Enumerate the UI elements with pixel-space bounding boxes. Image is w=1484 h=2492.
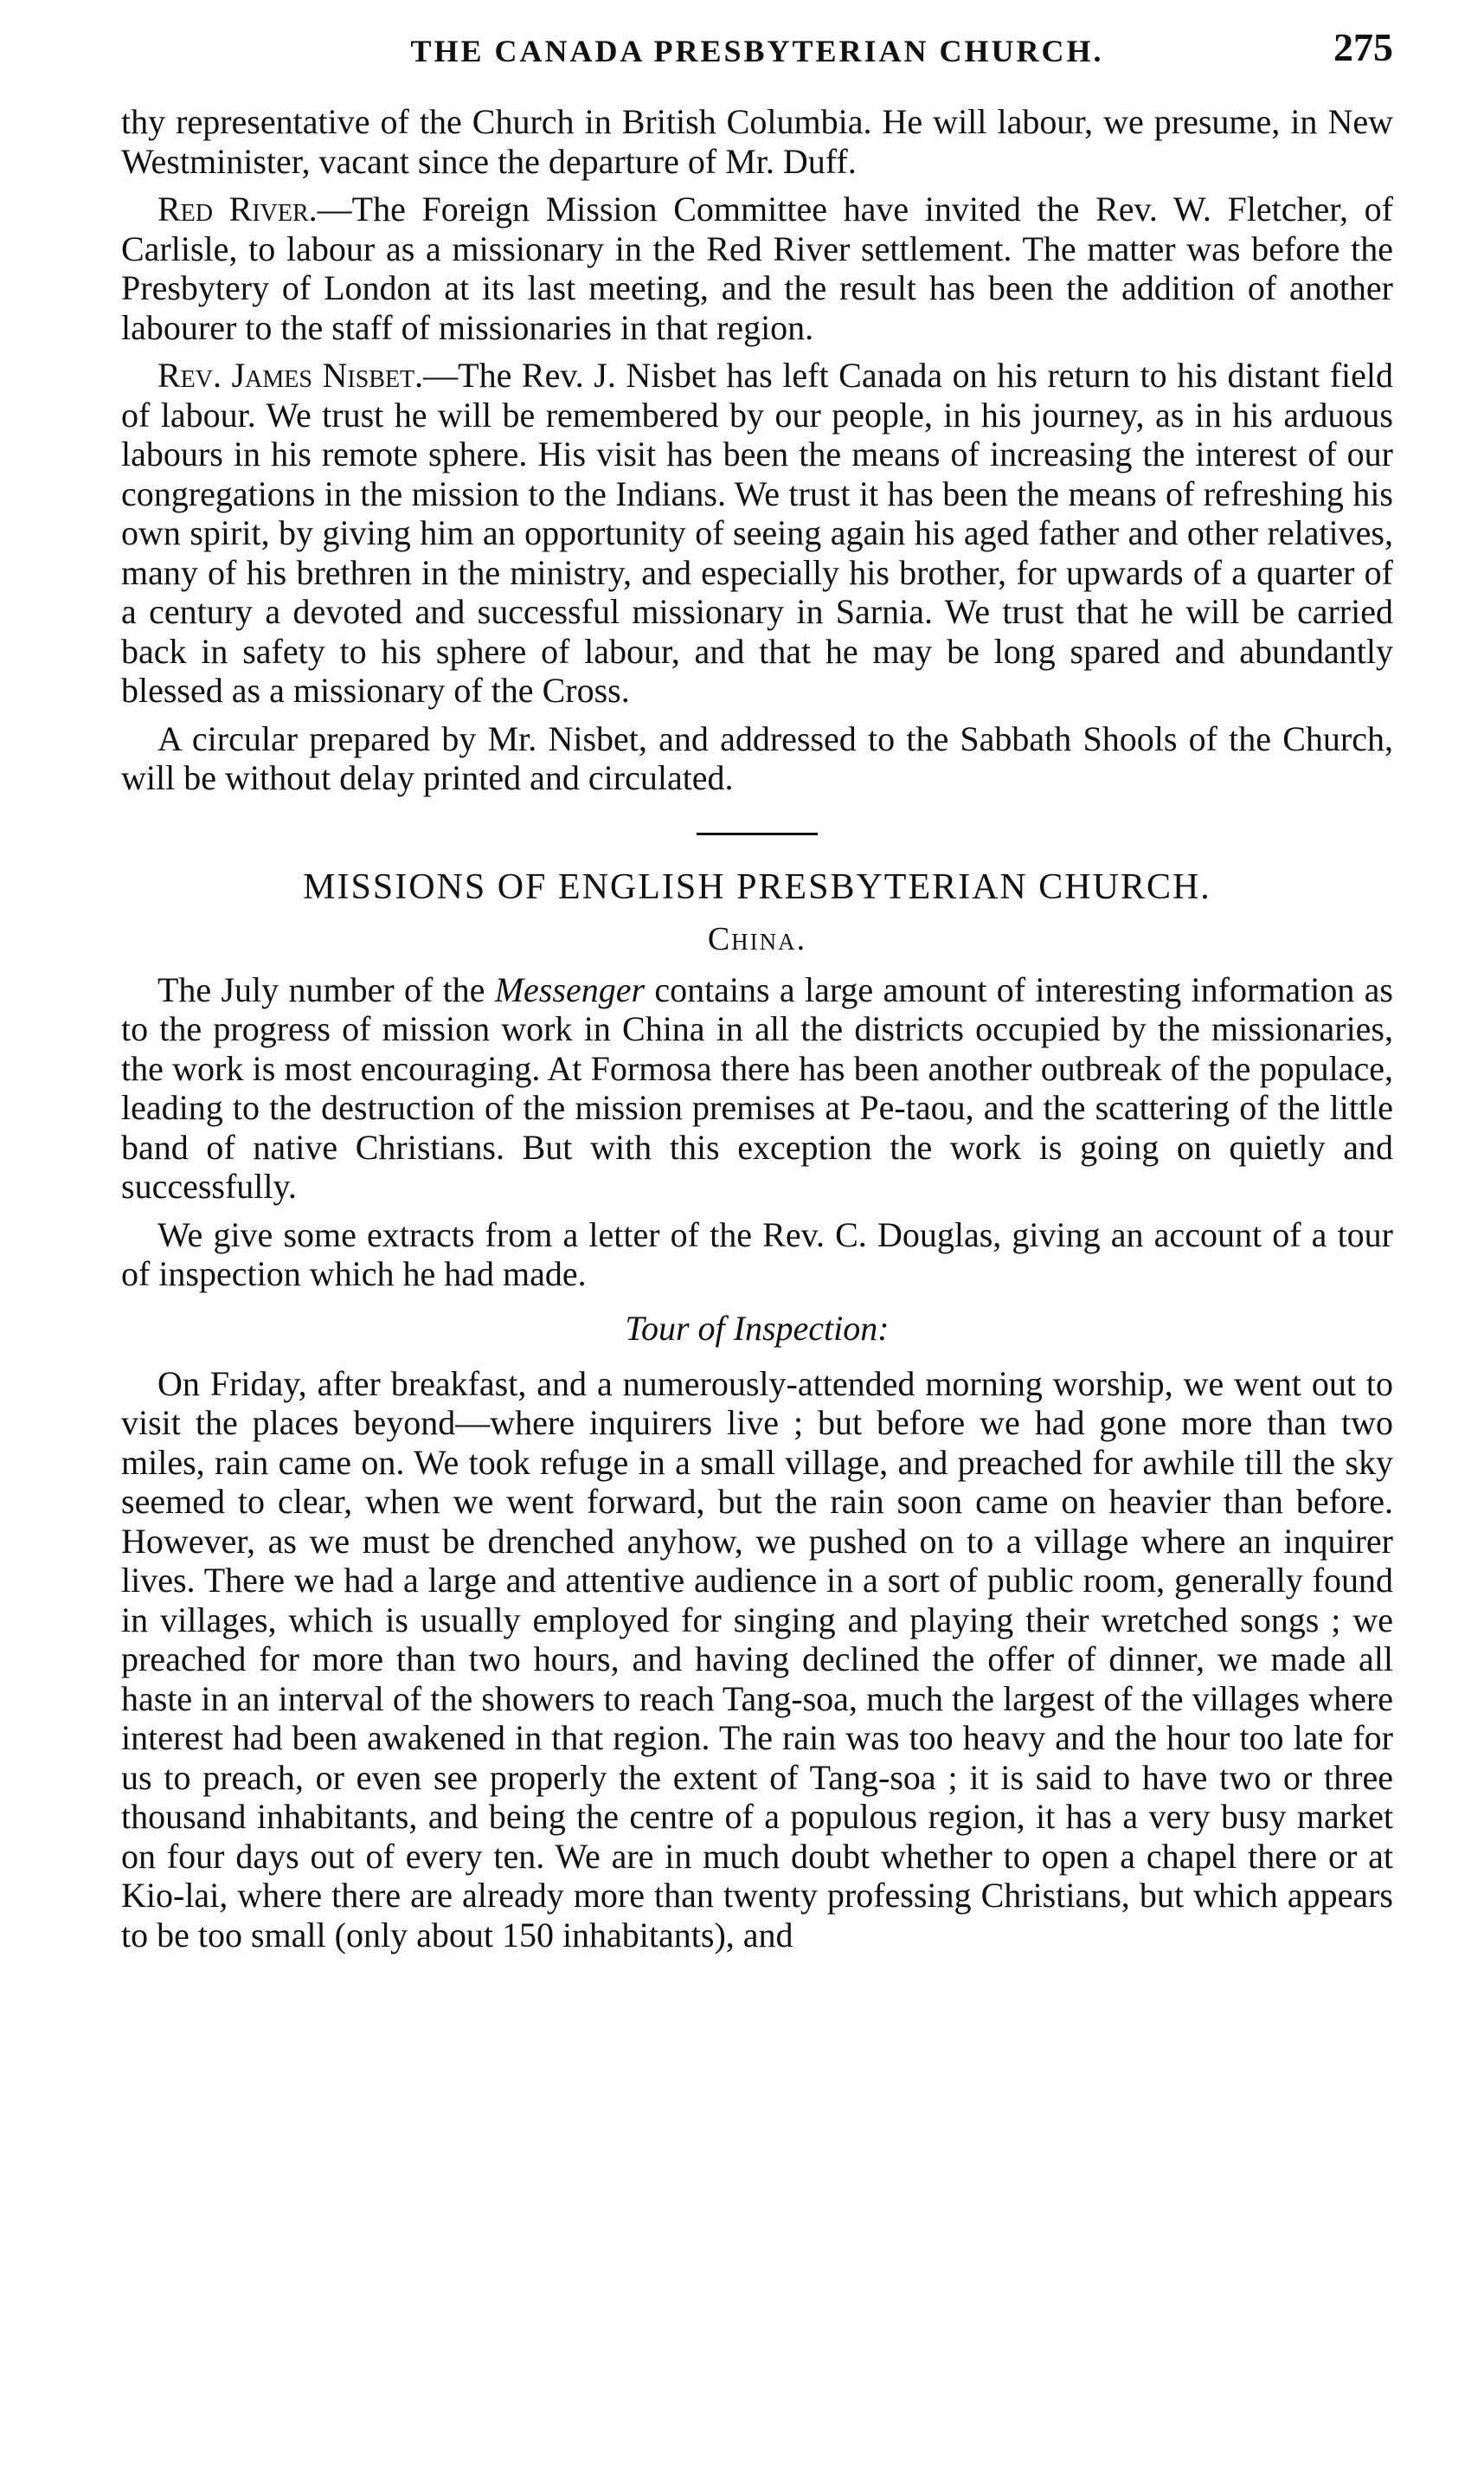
paragraph-extracts: We give some extracts from a letter of the Rev. C. Douglas, giving an account of a tour of inspection which he had made.	[121, 1214, 1393, 1293]
page-number: 275	[1333, 25, 1393, 69]
paragraph-circular: A circular prepared by Mr. Nisbet, and addressed to the Sabbath Shools of the Church, will be without delay printed and circulated.	[121, 718, 1393, 797]
paragraph-continuation: thy representative of the Church in British Columbia. He will labour, we presume, in New Westminister, vacant since the departure of Mr. Duff.	[121, 102, 1393, 181]
paragraph-text-nisbet: —The Rev. J. Nisbet has left Canada on his return to his distant field of labour. We trust he will be remembered by our people, in his journey, as in his arduous labours in his remote sphere. His visit has been the means of increasing the interest of our congregations in the mission to the Indians. We trust it has been the means of refreshing his own spirit, by giving him an opportunity of seeing again his aged father and other relatives, many of his brethren in the ministry, and especially his brother, for upwards of a quarter of a century a devoted and successful missionary in Sarnia. We trust that he will be carried back in safety to his sphere of labour, and that he may be long spared and abundantly blessed as a missionary of the Cross.	[121, 356, 1393, 710]
paragraph-messenger	[121, 970, 1393, 1207]
paragraph-tour: On Friday, after breakfast, and a numerously-attended morning worship, we went out to visit the places beyond—where inquirers live ; but before we had gone more than two miles, rain came on. We took refuge in a small village, and preached for awhile till the sky seemed to clear, when we went forward, but the rain soon came on heavier than before. However, as we must be drenched anyhow, we pushed on to a village where an inquirer lives. There we had a large and attentive audience in a sort of public room, generally found in villages, which is usually employed for singing and playing their wretched songs ; we preached for more than two hours, and having declined the offer of dinner, we made all haste in an interval of the showers to reach Tang-soa, much the largest of the villages where interest had been awakened in that region. The rain was too heavy and the hour too late for us to preach, or even see properly the extent of Tang-soa ; it is said to have two or three thousand inhabitants, and being the centre of a populous region, it has a very busy market on four days out of every ten. We are in much doubt whether to open a chapel there or at Kio-lai, where there are already more than twenty professing Christians, but which appears to be too small (only about 150 inhabitants), and	[121, 1363, 1393, 1954]
paragraph-lead-red-river: Red River.	[157, 190, 318, 229]
running-head	[121, 24, 1393, 76]
paragraph-messenger-after: contains a large amount of interesting information as to the progress of mission work in China in all the districts occupied by the missionaries, the work is most encouraging. At Formosa there has been another outbreak of the populace, leading to the destruction of the mission premises at Pe-taou, and the scattering of the little band of native Christians. But with this exception the work is going on quietly and successfully.	[121, 969, 1393, 1206]
section-heading: MISSIONS OF ENGLISH PRESBYTERIAN CHURCH.	[303, 866, 1211, 907]
paragraph-lead-nisbet: Rev. James Nisbet.	[157, 356, 424, 395]
paragraph-red-river	[121, 190, 1393, 347]
section-subheading: China.	[707, 920, 807, 957]
page-body	[121, 102, 1393, 1963]
section-divider	[697, 833, 818, 835]
running-title: THE CANADA PRESBYTERIAN CHURCH.	[410, 34, 1104, 68]
paragraph-text-red-river: —The Foreign Mission Committee have invited the Rev. W. Fletcher, of Carlisle, to labour as a missionary in the Red River settlement. The matter was before the Presbytery of London at its last meeting, and the result has been the addition of another labourer to the staff of missionaries in that region.	[121, 190, 1393, 347]
paragraph-messenger-title: Messenger	[494, 969, 646, 1009]
paragraph-nisbet	[121, 356, 1393, 711]
tour-heading: Tour of Inspection:	[625, 1308, 890, 1348]
paragraph-messenger-before: The July number of the	[157, 969, 495, 1009]
